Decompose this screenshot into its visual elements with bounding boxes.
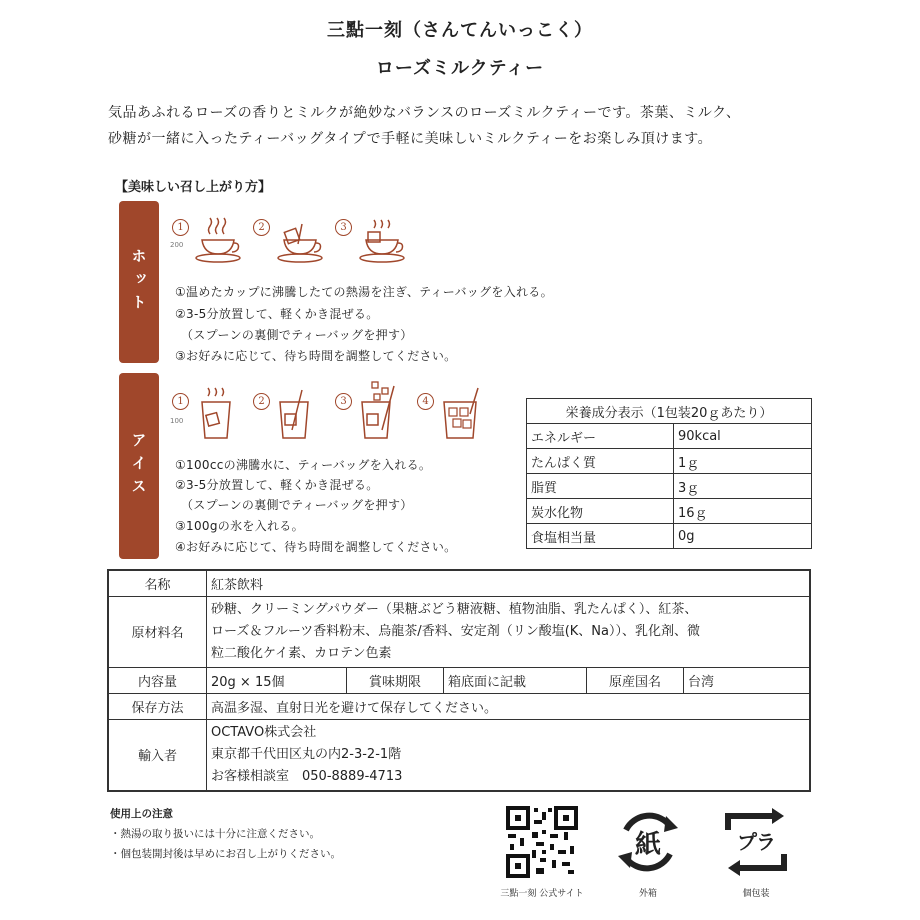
table-row bbox=[527, 424, 812, 449]
name-value: 紅茶飲料 bbox=[207, 570, 811, 596]
storage-value: 高温多湿、直射日光を避けて保存してください。 bbox=[207, 693, 811, 719]
table-row bbox=[108, 570, 810, 596]
ice-step-3: ③100gの氷を入れる。 bbox=[175, 519, 304, 533]
ice-step-1: ①100ccの沸騰水に、ティーバッグを入れる。 bbox=[175, 458, 432, 472]
nutrition-value: 16ｇ bbox=[674, 499, 812, 524]
hot-step-number-2: 2 bbox=[253, 219, 270, 236]
importer-line: 東京都千代田区丸の内2-3-2-1階 bbox=[211, 746, 402, 762]
ice-step-2-note: （スプーンの裏側でティーバッグを押す） bbox=[181, 498, 413, 512]
ice-step-4: ④お好みに応じて、待ち時間を調整してください。 bbox=[175, 540, 457, 554]
nutrition-label: たんぱく質 bbox=[527, 449, 674, 474]
nutrition-value: 0g bbox=[674, 524, 812, 549]
plastic-mark-text: プラ bbox=[737, 830, 775, 854]
product-info-table bbox=[107, 569, 811, 792]
qr-code[interactable] bbox=[506, 806, 578, 878]
nutrition-header: 栄養成分表示（1包装20ｇあたり） bbox=[527, 399, 812, 424]
ice-glass-illustration-2 bbox=[272, 384, 316, 442]
table-row bbox=[108, 596, 810, 667]
nutrition-label: 炭水化物 bbox=[527, 499, 674, 524]
hot-step-2-note: （スプーンの裏側でティーバッグを押す） bbox=[181, 328, 413, 342]
intro-line-2: 砂糖が一緒に入ったティーバッグタイプで手軽に美味しいミルクティーをお楽しみ頂けます。 bbox=[108, 131, 713, 147]
storage-label: 保存方法 bbox=[108, 693, 207, 719]
ice-step-number-1: 1 bbox=[172, 393, 189, 410]
notes-item-1: ・熱湯の取り扱いには十分に注意ください。 bbox=[110, 828, 320, 840]
nutrition-value: 3ｇ bbox=[674, 474, 812, 499]
hot-step-3: ③お好みに応じて、待ち時間を調整してください。 bbox=[175, 349, 457, 363]
nutrition-value: 90kcal bbox=[674, 424, 812, 449]
ice-step-number-2: 2 bbox=[253, 393, 270, 410]
intro-line-1: 気品あふれるローズの香りとミルクが絶妙なバランスのローズミルクティーです。茶葉、ミルク、 bbox=[108, 105, 741, 121]
notes-title: 使用上の注意 bbox=[110, 808, 173, 820]
hot-tab: ホット bbox=[119, 201, 159, 363]
nutrition-label: 食塩相当量 bbox=[527, 524, 674, 549]
importer-value bbox=[207, 719, 811, 791]
ice-step-number-3: 3 bbox=[335, 393, 352, 410]
paper-caption: 外箱 bbox=[638, 889, 657, 899]
ice-step-2: ②3-5分放置して、軽くかき混ぜる。 bbox=[175, 478, 379, 492]
hot-step-1: ①温めたカップに沸騰したての熱湯を注ぎ、ティーバッグを入れる。 bbox=[175, 285, 553, 299]
hot-cup-illustration-2 bbox=[272, 214, 324, 266]
nutrition-table bbox=[526, 398, 812, 549]
ingredients-line: 砂糖、クリーミングパウダー（果糖ぶどう糖液糖、植物油脂、乳たんぱく）、紅茶、 bbox=[211, 601, 698, 617]
hot-cup-illustration-3 bbox=[354, 214, 406, 266]
qr-caption: 三點一刻 公式サイト bbox=[500, 889, 584, 899]
origin-value: 台湾 bbox=[684, 667, 811, 693]
table-row bbox=[527, 524, 812, 549]
nutrition-label: 脂質 bbox=[527, 474, 674, 499]
table-row bbox=[527, 499, 812, 524]
hot-cup-mark: 200 bbox=[170, 241, 184, 249]
table-row bbox=[527, 449, 812, 474]
content-value: 20g × 15個 bbox=[207, 667, 347, 693]
page-title: 三點一刻（さんてんいっこく） bbox=[327, 20, 593, 41]
table-row bbox=[527, 474, 812, 499]
plastic-caption: 個包装 bbox=[742, 889, 770, 899]
ice-cup-mark: 100 bbox=[170, 417, 184, 425]
hot-cup-illustration-1 bbox=[190, 214, 242, 266]
content-label: 内容量 bbox=[108, 667, 207, 693]
howto-heading: 【美味しい召し上がり方】 bbox=[115, 180, 272, 195]
importer-line: お客様相談室 050-8889-4713 bbox=[211, 768, 403, 784]
ice-tab: アイス bbox=[119, 373, 159, 559]
paper-mark-text: 紙 bbox=[634, 830, 661, 860]
ice-glass-illustration-3 bbox=[354, 380, 398, 442]
origin-label: 原産国名 bbox=[587, 667, 684, 693]
table-row bbox=[108, 693, 810, 719]
ingredients-line: ローズ＆フルーツ香料粉末、烏龍茶/香料、安定剤（リン酸塩(K、Na））、乳化剤、微 bbox=[211, 623, 700, 639]
ice-step-number-4: 4 bbox=[417, 393, 434, 410]
name-label: 名称 bbox=[108, 570, 207, 596]
ice-glass-illustration-4 bbox=[436, 384, 486, 442]
ingredients-line: 粒二酸化ケイ素、カロテン色素 bbox=[211, 645, 392, 661]
expiry-value: 箱底面に記載 bbox=[444, 667, 587, 693]
page-subtitle: ローズミルクティー bbox=[375, 58, 545, 79]
nutrition-value: 1ｇ bbox=[674, 449, 812, 474]
expiry-label: 賞味期限 bbox=[347, 667, 444, 693]
importer-line: OCTAVO株式会社 bbox=[211, 724, 317, 740]
hot-step-number-1: 1 bbox=[172, 219, 189, 236]
ice-glass-illustration-1 bbox=[194, 384, 238, 442]
nutrition-label: エネルギー bbox=[527, 424, 674, 449]
importer-label: 輸入者 bbox=[108, 719, 207, 791]
ingredients-label: 原材料名 bbox=[108, 596, 207, 667]
hot-step-2: ②3-5分放置して、軽くかき混ぜる。 bbox=[175, 307, 379, 321]
ingredients-value bbox=[207, 596, 811, 667]
hot-step-number-3: 3 bbox=[335, 219, 352, 236]
notes-item-2: ・個包装開封後は早めにお召し上がりください。 bbox=[110, 848, 341, 860]
table-row bbox=[108, 719, 810, 791]
table-row bbox=[108, 667, 810, 693]
